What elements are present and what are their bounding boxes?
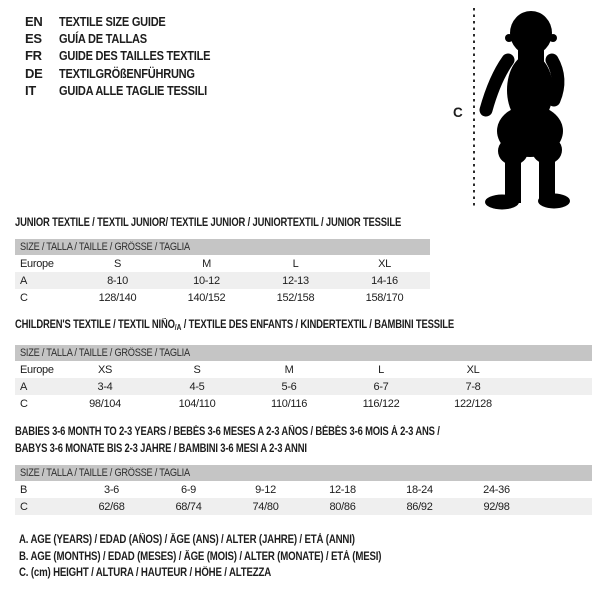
- height-label-c: C: [453, 105, 463, 120]
- toddler-silhouette-image: [440, 0, 600, 220]
- subscript-a: /A: [174, 323, 182, 332]
- children-table-title: CHILDREN'S TEXTILE / TEXTIL NIÑO/A / TEXTILE DES ENFANTS / KINDERTEXTIL / BAMBINI TESSILE: [15, 319, 455, 332]
- lang-code: IT: [25, 82, 36, 98]
- lang-code: ES: [25, 31, 42, 47]
- table-row: A 3-4 4-5 5-6 6-7 7-8: [15, 378, 592, 395]
- babies-table-title: BABIES 3-6 MONTH TO 2-3 YEARS / BEBÉS 3-6 MESES A 2-3 AÑOS / BÉBÉS 3-6 MOIS À 2-3 ANS / BABYS 3-6 MONATE BIS 2-3 JAHRE / BAMBINI 3-6 MESI A 2-3 ANNI: [15, 426, 440, 455]
- footnote-a: A. AGE (YEARS) / EDAD (AÑOS) / ÂGE (ANS) / ALTER (JAHRE) / ETÀ (ANNI): [19, 534, 355, 546]
- lang-code: EN: [25, 14, 43, 30]
- size-header-bar: [15, 239, 430, 255]
- footnote-c: C. (cm) HEIGHT / ALTURA / HAUTEUR / HÖHE / ALTEZZA: [19, 567, 272, 579]
- children-size-table: [15, 345, 592, 412]
- legend-footnotes: [19, 534, 450, 584]
- lang-code: FR: [25, 48, 42, 64]
- babies-size-table: [15, 465, 592, 515]
- lang-row-es: [25, 30, 237, 47]
- lang-row-it: [25, 82, 237, 99]
- junior-size-table: [15, 239, 430, 306]
- table-row: B 3-6 6-9 9-12 12-18 18-24 24-36: [20, 483, 510, 496]
- table-row: C 128/140 140/152 152/158 158/170: [20, 291, 404, 304]
- table-row: A 8-10 10-12 12-13 14-16: [15, 272, 430, 289]
- table-row: C 62/68 68/74 74/80 80/86 86/92 92/98: [15, 498, 592, 515]
- lang-title: GUIDA ALLE TAGLIE TESSILI: [59, 82, 207, 98]
- lang-title: GUIDE DES TAILLES TEXTILE: [59, 48, 211, 64]
- size-header-label: SIZE / TALLA / TAILLE / GRÖSSE / TAGLIA: [20, 467, 190, 479]
- lang-code: DE: [25, 65, 43, 81]
- lang-title: TEXTILE SIZE GUIDE: [59, 14, 166, 30]
- size-header-label: SIZE / TALLA / TAILLE / GRÖSSE / TAGLIA: [20, 347, 190, 359]
- table-row: Europe XS S M L XL: [20, 363, 480, 376]
- lang-row-en: [25, 13, 237, 30]
- language-list: [25, 13, 237, 99]
- size-header-bar: [15, 345, 592, 361]
- table-row: C 98/104 104/110 110/116 116/122 122/128: [20, 397, 492, 410]
- size-header-label: SIZE / TALLA / TAILLE / GRÖSSE / TAGLIA: [20, 241, 190, 253]
- lang-row-de: [25, 65, 237, 82]
- lang-title: TEXTILGRÖßENFÜHRUNG: [59, 65, 195, 81]
- junior-table-title: JUNIOR TEXTILE / TEXTIL JUNIOR/ TEXTILE JUNIOR / JUNIORTEXTIL / JUNIOR TESSILE: [15, 217, 402, 229]
- footnote-b: B. AGE (MONTHS) / EDAD (MESES) / ÂGE (MOIS) / ALTER (MONATE) / ETÀ (MESI): [19, 550, 382, 563]
- lang-row-fr: [25, 47, 237, 64]
- toddler-silhouette: [485, 11, 570, 210]
- table-row: Europe S M L XL: [20, 257, 391, 270]
- lang-title: GUÍA DE TALLAS: [59, 31, 147, 47]
- height-measure-figure: [440, 0, 600, 220]
- size-header-bar: [15, 465, 592, 481]
